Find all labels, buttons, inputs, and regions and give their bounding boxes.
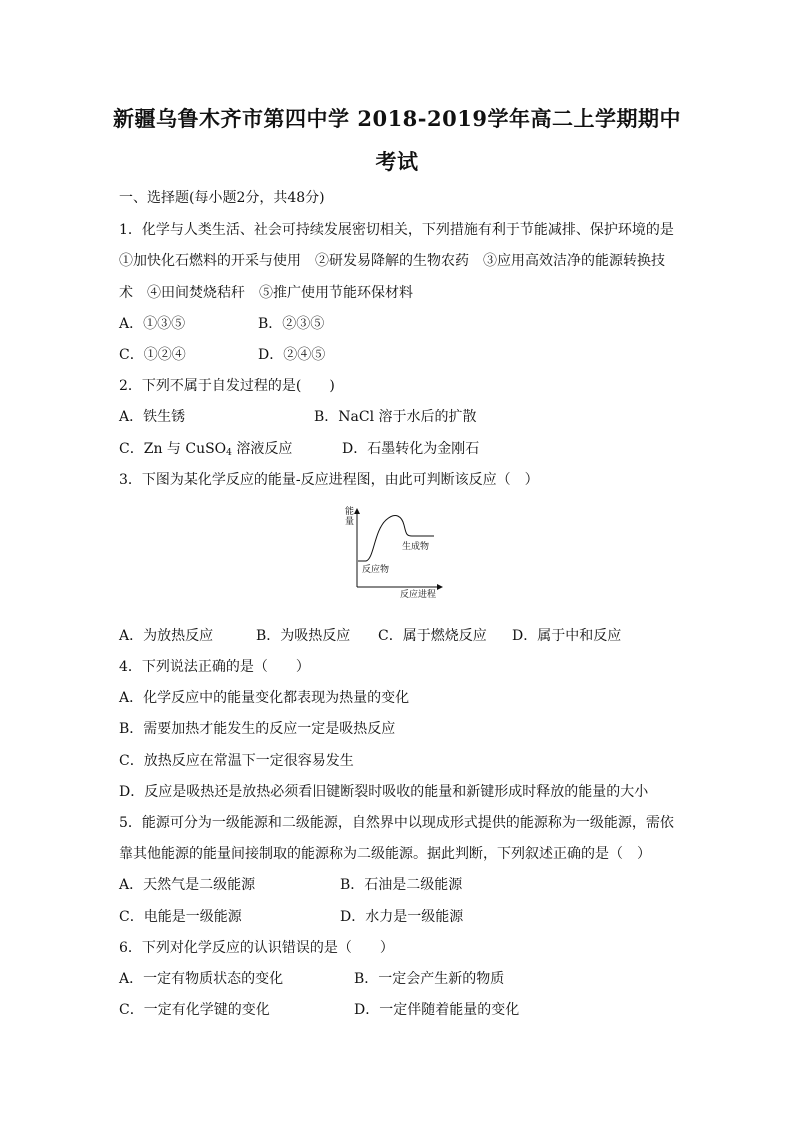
- q2-option-c-sub: 4: [226, 448, 232, 458]
- q2-stem: 2．下列不属于自发过程的是( ): [119, 378, 335, 394]
- q2-option-a: A．铁生锈: [119, 409, 186, 425]
- q5-option-a: A．天然气是二级能源: [119, 877, 256, 893]
- page-title-line1: 新疆乌鲁木齐市第四中学 2018-2019学年高二上学期期中: [113, 106, 681, 131]
- figure-product-label: 生成物: [402, 542, 430, 552]
- q1-option-a: A．①③⑤: [119, 316, 186, 332]
- figure-ylabel-1: 能: [345, 507, 355, 517]
- q2-option-b: B．NaCl 溶于水后的扩散: [314, 409, 477, 425]
- q1-option-d: D．②④⑤: [258, 347, 326, 363]
- q6-option-a: A．一定有物质状态的变化: [119, 971, 284, 987]
- q2-option-c-pre: C．Zn 与 CuSO: [119, 441, 227, 457]
- q6-option-b: B．一定会产生新的物质: [354, 971, 505, 987]
- q5-option-c: C．电能是一级能源: [119, 909, 242, 925]
- q5-stem-line1: 5．能源可分为一级能源和二级能源，自然界中以现成形式提供的能源称为一级能源，需依: [119, 815, 674, 831]
- q1-stem-line3: 术 ④田间焚烧秸秆 ⑤推广使用节能环保材料: [119, 285, 413, 301]
- q6-option-d: D．一定伴随着能量的变化: [354, 1002, 520, 1018]
- figure-xlabel: 反应进程: [400, 590, 437, 600]
- figure-ylabel-2: 量: [345, 517, 355, 527]
- q2-option-c-post: 溶液反应: [231, 441, 293, 457]
- section-heading: 一、选择题(每小题2分，共48分): [119, 190, 325, 206]
- q3-option-c: C．属于燃烧反应: [378, 628, 487, 644]
- q2-option-d: D．石墨转化为金刚石: [342, 441, 480, 457]
- q1-stem-line2: ①加快化石燃料的开采与使用 ②研发易降解的生物农药 ③应用高效洁净的能源转换技: [119, 253, 665, 269]
- q3-option-b: B．为吸热反应: [256, 628, 351, 644]
- figure-reactant-label: 反应物: [362, 565, 390, 575]
- page-title-line2: 考试: [375, 149, 419, 174]
- q5-option-d: D．水力是一级能源: [340, 909, 464, 925]
- q4-stem: 4．下列说法正确的是（ ）: [119, 659, 310, 675]
- q4-option-d: D．反应是吸热还是放热必须看旧键断裂时吸收的能量和新键形成时释放的能量的大小: [119, 784, 649, 800]
- energy-curve: [358, 516, 434, 561]
- q1-option-b: B．②③⑤: [258, 316, 325, 332]
- q6-option-c: C．一定有化学键的变化: [119, 1002, 270, 1018]
- q4-option-b: B．需要加热才能发生的反应一定是吸热反应: [119, 721, 396, 737]
- q1-option-c: C．①②④: [119, 347, 186, 363]
- q3-stem: 3．下图为某化学反应的能量-反应进程图，由此可判断该反应（ ）: [119, 472, 539, 488]
- energy-diagram: [344, 503, 444, 603]
- q6-stem: 6．下列对化学反应的认识错误的是（ ）: [119, 940, 394, 956]
- q4-option-a: A．化学反应中的能量变化都表现为热量的变化: [119, 690, 410, 706]
- q2-option-c: [119, 438, 292, 458]
- q3-option-d: D．属于中和反应: [512, 628, 622, 644]
- q5-option-b: B．石油是二级能源: [340, 877, 463, 893]
- q4-option-c: C．放热反应在常温下一定很容易发生: [119, 753, 354, 769]
- q3-option-a: A．为放热反应: [119, 628, 214, 644]
- q1-stem-line1: 1．化学与人类生活、社会可持续发展密切相关，下列措施有利于节能减排、保护环境的是: [119, 222, 674, 238]
- q5-stem-line2: 靠其他能源的能量间接制取的能源称为二级能源。据此判断，下列叙述正确的是（ ）: [119, 846, 651, 862]
